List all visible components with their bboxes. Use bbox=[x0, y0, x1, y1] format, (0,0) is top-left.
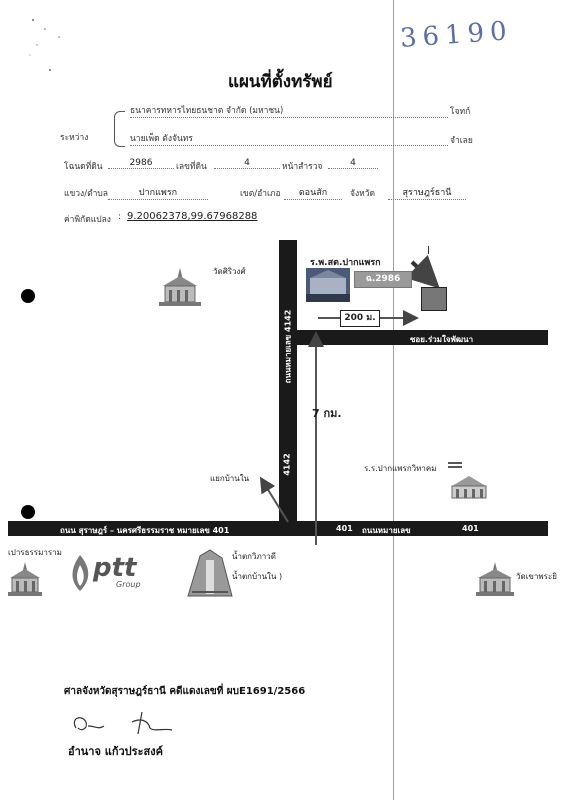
hospital-label: ร.พ.สต.ปากแพรก bbox=[310, 258, 381, 268]
ptt-logo: ptt bbox=[93, 553, 137, 583]
temple-icon-bottom-right bbox=[474, 560, 516, 600]
temple-bottom-right-label: วัดเขาพระยิ bbox=[516, 572, 557, 581]
signer-name: อำนาจ แก้วประสงค์ bbox=[68, 745, 163, 758]
distance-7km-label: 7 กม. bbox=[312, 407, 342, 420]
main-road-right-label: ถนนหมายเลข bbox=[362, 526, 411, 535]
arrow-plot bbox=[412, 262, 434, 283]
survey-page-value: 4 bbox=[328, 158, 378, 169]
plot-label: ฉ.2986 bbox=[354, 271, 412, 288]
deed-label: โฉนดที่ดิน bbox=[64, 162, 103, 172]
waterfall-label-1: น้ำตกวิภาวดี bbox=[232, 552, 276, 561]
ptt-group: Group bbox=[116, 580, 141, 589]
hospital-photo bbox=[306, 268, 350, 302]
plot-flag bbox=[428, 246, 429, 254]
main-road-401-a: 401 bbox=[336, 524, 353, 533]
signature bbox=[68, 708, 208, 738]
deed-value: 2986 bbox=[108, 158, 174, 169]
plot-marker bbox=[421, 287, 447, 311]
coordinates-colon: : bbox=[118, 212, 121, 222]
defendant-role: จำเลย bbox=[450, 136, 473, 146]
district-label: เขต/อำเภอ bbox=[240, 189, 281, 199]
land-no-value: 4 bbox=[214, 158, 280, 169]
subdistrict-value: ปากแพรก bbox=[108, 185, 208, 200]
temple-icon-top bbox=[157, 266, 203, 310]
school-icon bbox=[446, 460, 492, 506]
handwritten-number: 36190 bbox=[399, 16, 514, 54]
coordinates-label: ค่าพิกัดแปลง bbox=[64, 215, 111, 225]
province-label: จังหวัด bbox=[350, 189, 376, 199]
subdistrict-label: แขวง/ตำบล bbox=[64, 189, 108, 199]
arrow-junction bbox=[262, 480, 288, 522]
province-value: สุราษฎร์ธานี bbox=[388, 185, 466, 200]
main-road-left-label: ถนน สุราษฎร์ – นครศรีธรรมราช หมายเลข 401 bbox=[60, 526, 230, 535]
temple-icon-bottom-left bbox=[6, 560, 44, 600]
district-value: ดอนสัก bbox=[284, 185, 342, 200]
waterfall-label-2: น้ำตกบ้านใน ) bbox=[232, 572, 283, 581]
coordinates-value: 9.20062378,99.67968288 bbox=[127, 211, 258, 222]
plaintiff-name: ธนาคารทหารไทยธนชาต จำกัด (มหาชน) bbox=[130, 103, 448, 118]
junction-label: แยกบ้านใน bbox=[210, 474, 250, 483]
page-title: แผนที่ตั้งทรัพย์ bbox=[228, 72, 333, 92]
waterfall-icon bbox=[186, 548, 234, 598]
survey-page-label: หน้าสำรวจ bbox=[282, 162, 323, 172]
soi-road-label: ซอย.ร่วมใจพัฒนา bbox=[410, 335, 474, 344]
distance-200m-label: 200 ม. bbox=[340, 310, 380, 327]
temple-top-left-label: วัดศิริวงศ์ bbox=[213, 267, 246, 276]
temple-bottom-left-label: เปารธรรมาราม bbox=[8, 548, 62, 557]
ptt-flame-icon bbox=[66, 553, 94, 593]
road-4142-label: ถนนหมายเลข 4142 bbox=[283, 309, 293, 384]
defendant-name: นายเพ็ด ตังจันทร bbox=[130, 131, 448, 146]
court-line: ศาลจังหวัดสุราษฎร์ธานี คดีแดงเลขที่ ผบE1691/2566 bbox=[64, 686, 306, 697]
land-no-label: เลขที่ดิน bbox=[176, 162, 207, 172]
road-4142-short-label: 4142 bbox=[282, 453, 292, 476]
plaintiff-role: โจทก์ bbox=[450, 107, 471, 117]
school-label: ร.ร.ปากแพรกวิทาคม bbox=[364, 464, 437, 473]
main-road-401-b: 401 bbox=[462, 524, 479, 533]
between-label: ระหว่าง bbox=[60, 133, 89, 143]
